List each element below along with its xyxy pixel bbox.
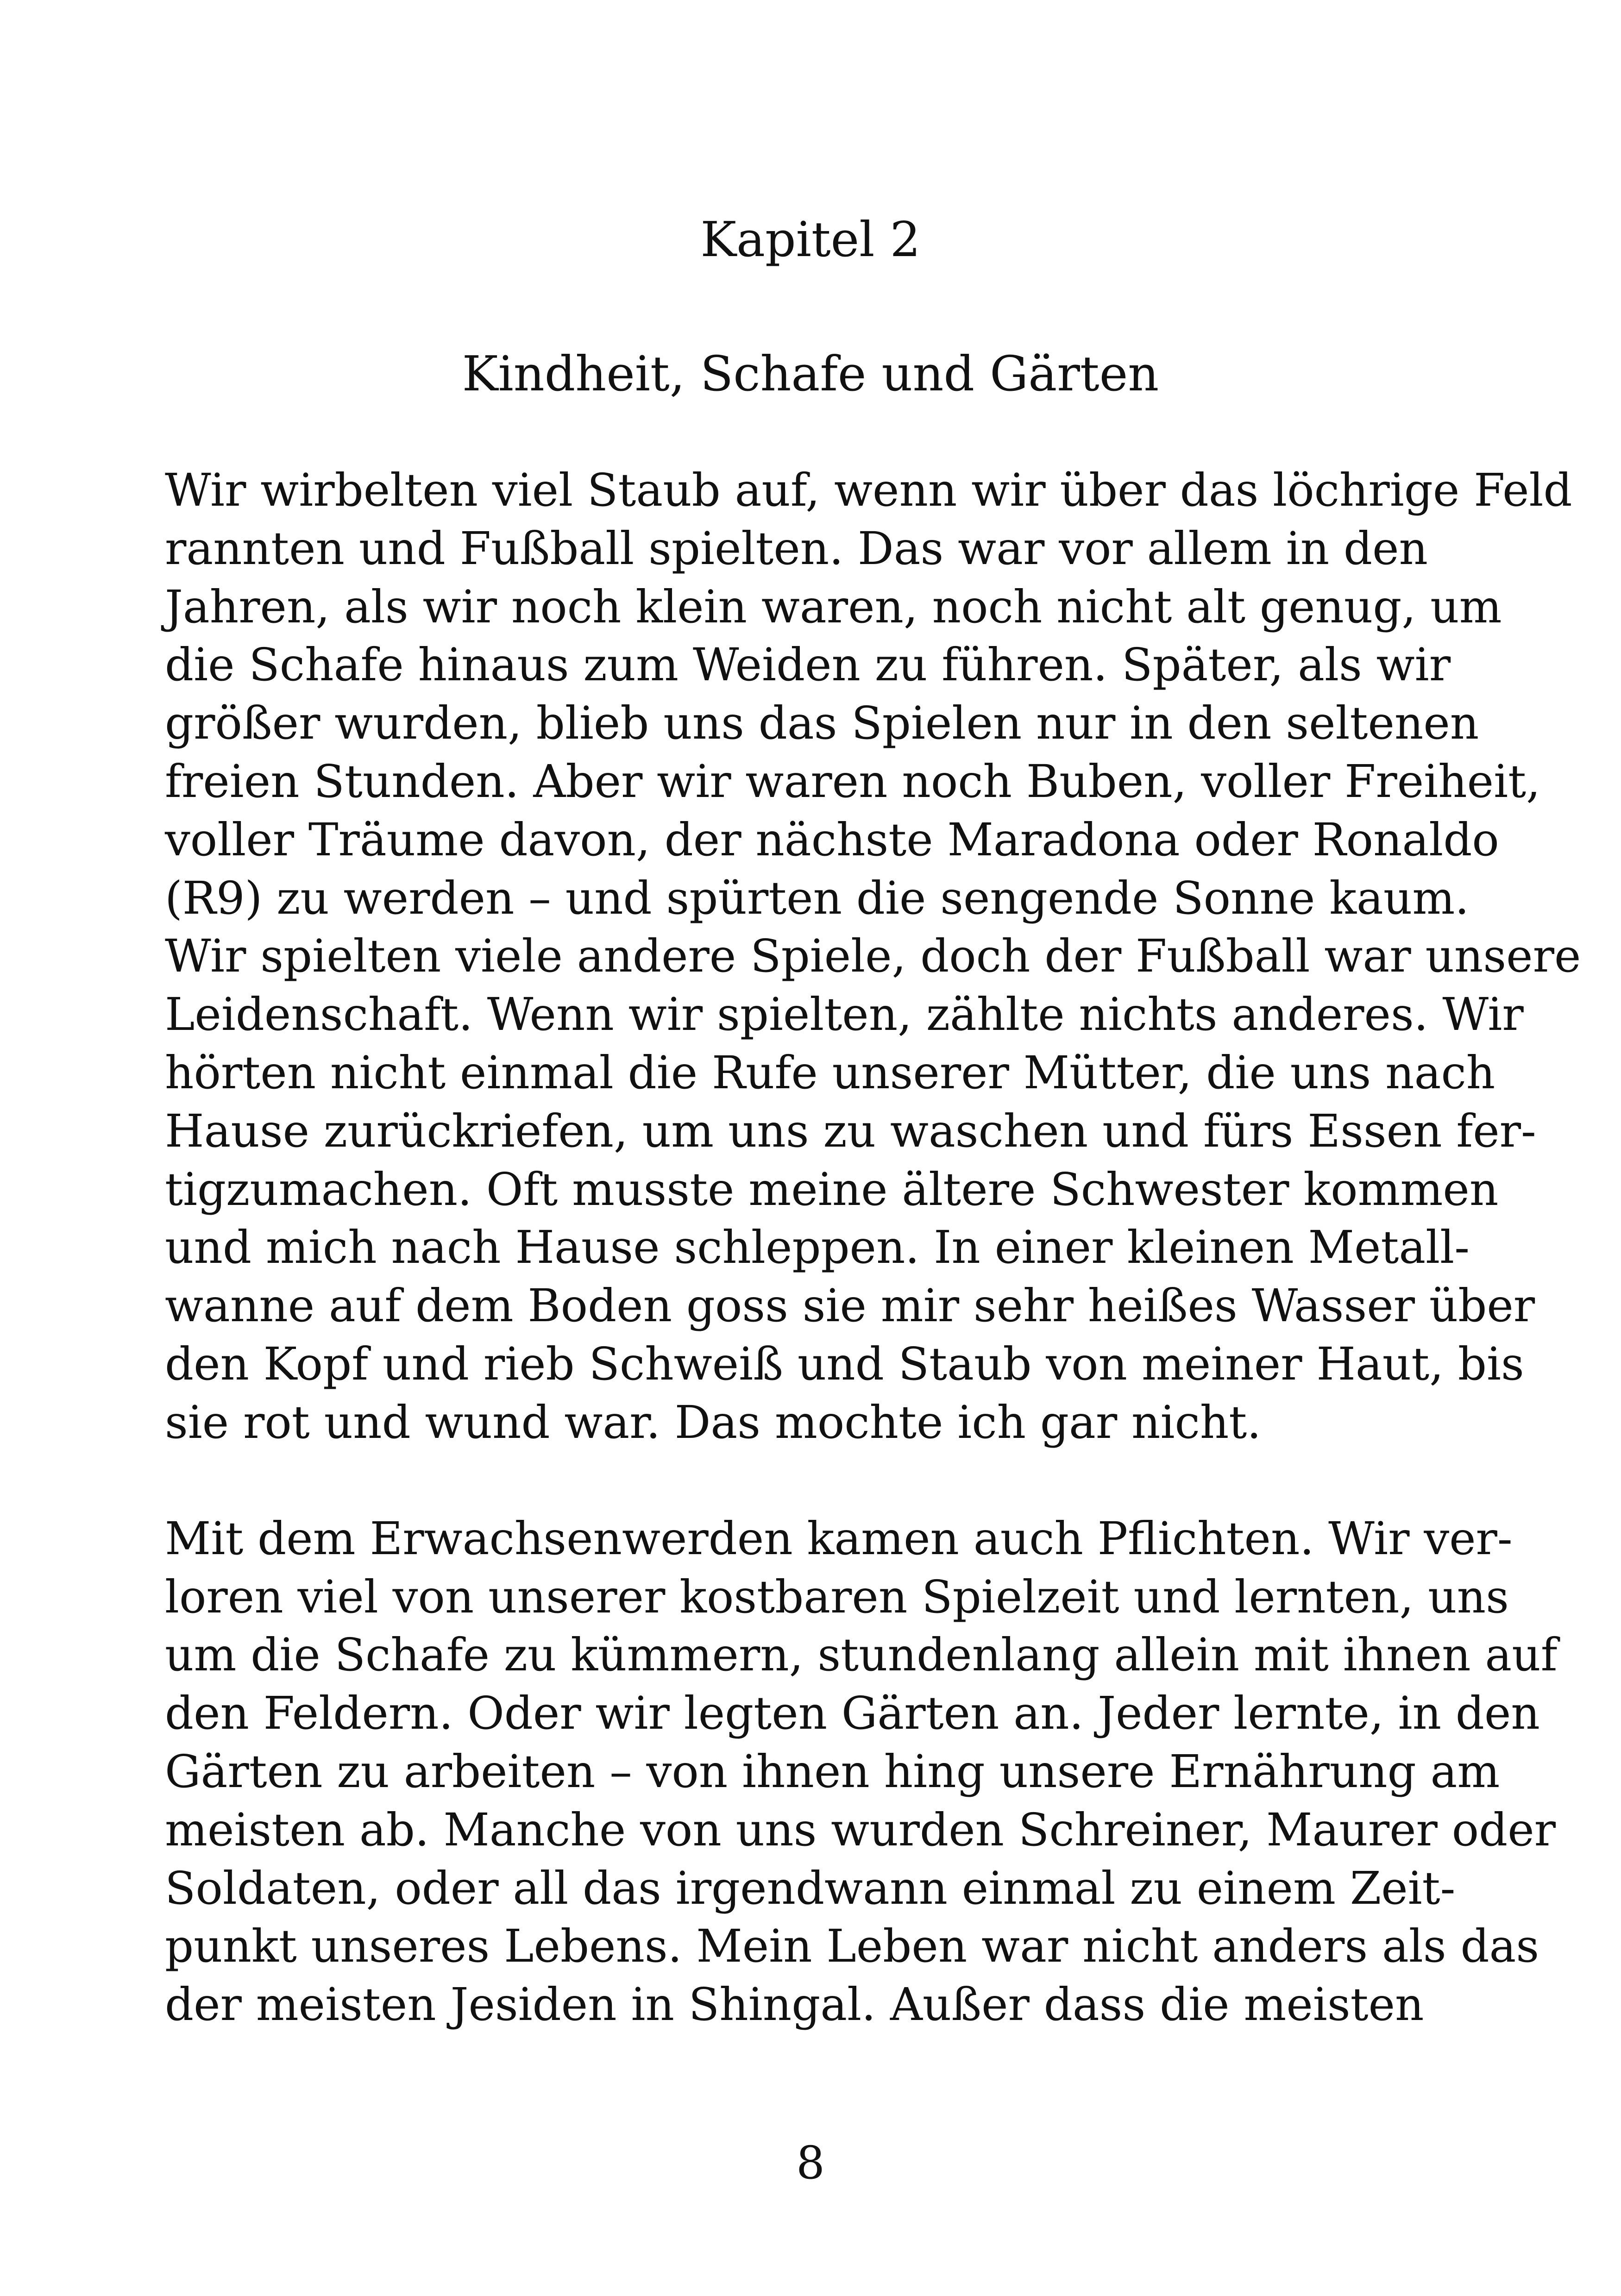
text-line: Wir wirbelten viel Staub auf, wenn wir über das löchrige Feld	[165, 464, 1572, 516]
text-line: den Feldern. Oder wir legten Gärten an. Jeder lernte, in den	[165, 1687, 1540, 1740]
text-line: die Schafe hinaus zum Weiden zu führen. Später, als wir	[165, 639, 1451, 691]
chapter-title: Kindheit, Schafe und Gärten	[462, 345, 1159, 402]
text-line: hörten nicht einmal die Rufe unserer Mütter, die uns nach	[165, 1047, 1495, 1099]
text-line: den Kopf und rieb Schweiß und Staub von meiner Haut, bis	[165, 1338, 1524, 1390]
text-line: voller Träume davon, der nächste Maradona oder Ronaldo	[165, 813, 1499, 866]
page-number: 8	[796, 2137, 825, 2189]
text-line: freien Stunden. Aber wir waren noch Buben, voller Freiheit,	[165, 755, 1540, 808]
text-line: Hause zurückriefen, um uns zu waschen und fürs Essen fer-	[165, 1104, 1536, 1157]
text-line: Jahren, als wir noch klein waren, noch nicht alt genug, um	[165, 580, 1502, 633]
text-line: rannten und Fußball spielten. Das war vor allem in den	[165, 522, 1428, 575]
text-line: Leidenschaft. Wenn wir spielten, zählte nichts anderes. Wir	[165, 988, 1524, 1041]
text-line: Wir spielten viele andere Spiele, doch der Fußball war unsere	[165, 930, 1581, 983]
text-line: punkt unseres Lebens. Mein Leben war nicht anders als das	[165, 1920, 1539, 1973]
text-line: Gärten zu arbeiten – von ihnen hing unsere Ernährung am	[165, 1745, 1500, 1798]
text-line: loren viel von unserer kostbaren Spielzeit und lernten, uns	[165, 1570, 1509, 1623]
text-line: Mit dem Erwachsenwerden kamen auch Pflichten. Wir ver-	[165, 1512, 1513, 1565]
text-line: wanne auf dem Boden goss sie mir sehr heißes Wasser über	[165, 1280, 1535, 1332]
text-line: tigzumachen. Oft musste meine ältere Schwester kommen	[165, 1163, 1499, 1216]
text-line: meisten ab. Manche von uns wurden Schreiner, Maurer oder	[165, 1803, 1556, 1856]
text-line: um die Schafe zu kümmern, stundenlang allein mit ihnen auf	[165, 1629, 1558, 1681]
text-line: und mich nach Hause schleppen. In einer kleinen Metall-	[165, 1221, 1470, 1274]
text-line: sie rot und wund war. Das mochte ich gar nicht.	[165, 1396, 1262, 1449]
text-line: größer wurden, blieb uns das Spielen nur in den seltenen	[165, 697, 1479, 750]
chapter-number: Kapitel 2	[700, 211, 921, 268]
text-line: (R9) zu werden – und spürten die sengende Sonne kaum.	[165, 872, 1470, 924]
text-line: der meisten Jesiden in Shingal. Außer dass die meisten	[165, 1978, 1424, 2031]
text-line: Soldaten, oder all das irgendwann einmal zu einem Zeit-	[165, 1862, 1456, 1914]
